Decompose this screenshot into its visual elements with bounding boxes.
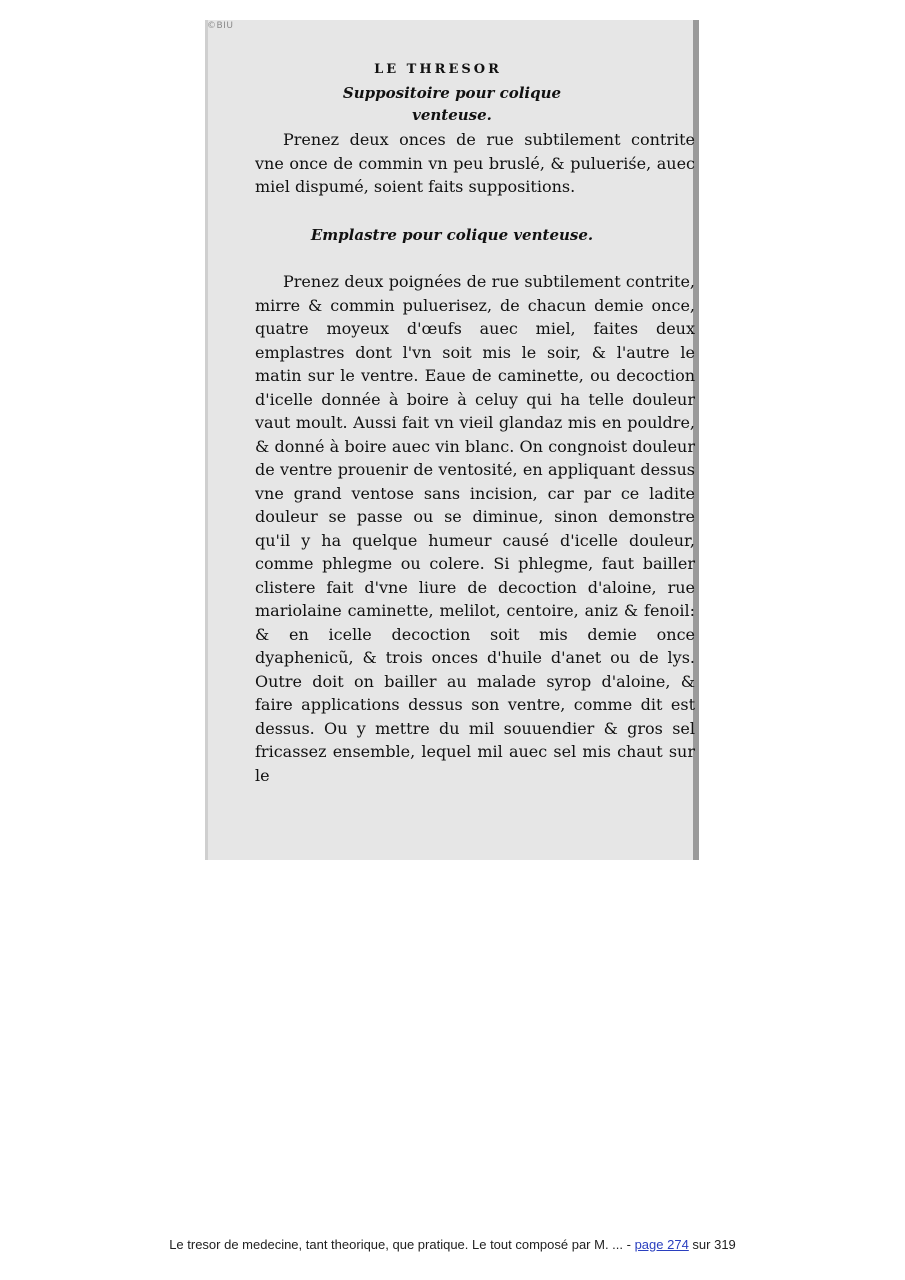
page-scan (205, 20, 699, 860)
section2-text: Prenez deux poignées de rue subtilement contrite, mirre & commin puluerisez, de chacun demie once, quatre moyeux d'œufs auec miel, faites deux emplastres dont l'vn soit mis le soir, & l'autre le matin sur le ventre. Eaue de caminette, ou decoction d'icelle donnée à boire à celuy qui ha telle douleur vaut moult. Aussi fait vn vieil glandaz mis en pouldre, & donné à boire auec vin blanc. On congnoist douleur de ventre prouenir de ventosité, en appliquant dessus vne grand ventose sans incision, car par ce ladite douleur se passe ou se diminue, sinon demonstre qu'il y ha quelque humeur causé d'icelle douleur, comme phlegme ou colere. Si phlegme, faut bailler clistere fait d'vne liure de decoction d'aloine, rue mariolaine caminette, melilot, centoire, aniz & fenoil: & en icelle decoction soit mis demie once dyaphenicũ, & trois onces d'huile d'anet ou de lys. Outre doit on bailler au malade syrop d'aloine, & faire applications dessus son ventre, comme dit est dessus. Ou y mettre du mil souuendier & gros sel fricassez ensemble, lequel mil auec sel mis chaut sur le (255, 272, 695, 785)
scan-left-edge (205, 20, 208, 860)
document-caption (0, 1237, 905, 1252)
library-watermark: ©BIU (207, 21, 234, 31)
caption-suffix: sur 319 (688, 1237, 736, 1252)
section1-title-line2: venteuse. (412, 106, 492, 124)
caption-prefix: Le tresor de medecine, tant theorique, que pratique. Le tout composé par M. ... - (169, 1237, 635, 1252)
section1-paragraph (255, 128, 695, 199)
running-head: LE THRESOR (374, 62, 502, 77)
section1-title-line1: Suppositoire pour colique (342, 84, 562, 102)
page-link[interactable]: page 274 (634, 1237, 689, 1252)
section1-text: Prenez deux onces de rue subtilement contrite vne once de commin vn peu bruslé, & pulueriśe, auec miel dispumé, soient faits suppositions. (255, 130, 695, 196)
section2-paragraph (255, 270, 695, 787)
section2-title: Emplastre pour colique venteuse. (310, 226, 594, 244)
